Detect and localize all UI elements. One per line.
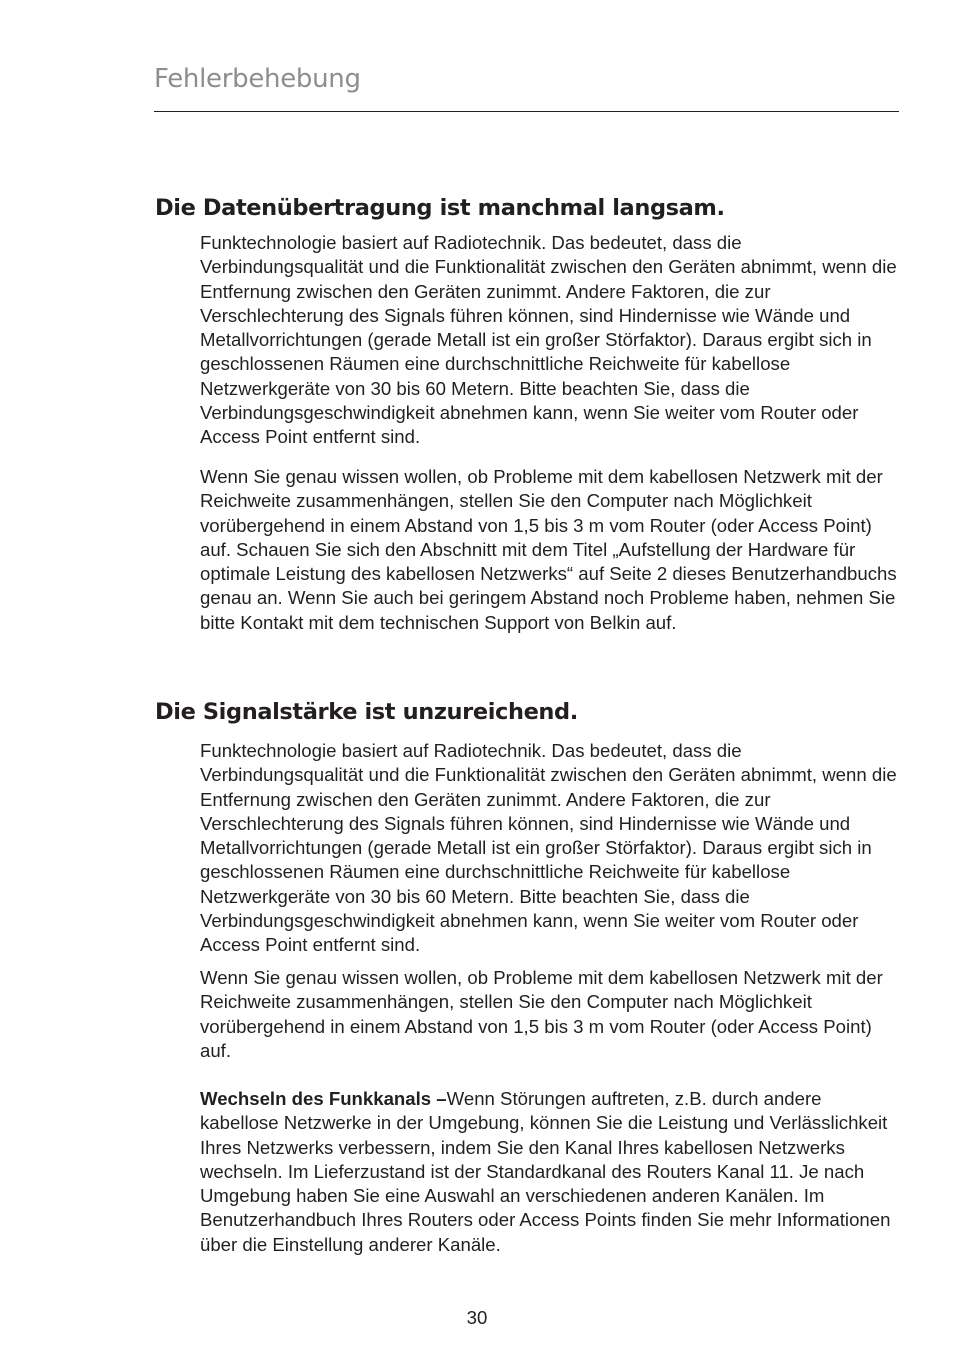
section-1-paragraph-2: Wenn Sie genau wissen wollen, ob Probleme mit dem kabellosen Netzwerk mit der Reichweite zusammenhängen, stellen Sie den Computer nach Möglichkeit vorübergehend in einem Abstand von 1,5 bis 3 m vom Router (oder Access Point) auf. Schauen Sie sich den Abschnitt mit dem Titel „Aufstellung der Hardware für optimale Leistung des kabellosen Netzwerks“ auf Seite 2 dieses Benutzerhandbuchs genau an. Wenn Sie auch bei geringem Abstand noch Probleme haben, nehmen Sie bitte Kontakt mit dem technischen Support von Belkin auf. [200, 466, 897, 633]
section-heading-slow-transfer: Die Datenübertragung ist manchmal langsam. [155, 195, 725, 221]
header-divider [154, 111, 899, 112]
section-2-tip-channel-change [200, 1087, 900, 1257]
section-2-paragraph-1: Funktechnologie basiert auf Radiotechnik. Das bedeutet, dass die Verbindungsqualität und die Funktionalität zwischen den Geräten abnimmt, wenn die Entfernung zwischen den Geräten zunimmt. Andere Faktoren, die zur Verschlechterung des Signals führen können, sind Hindernisse wie Wände und Metallvorrichtungen (gerade Metall ist ein großer Störfaktor). Daraus ergibt sich in geschlossenen Räumen eine durchschnittliche Reichweite für kabellose Netzwerkgeräte von 30 bis 60 Metern. Bitte beachten Sie, dass die Verbindungsgeschwindigkeit abnehmen kann, wenn Sie weiter vom Router oder Access Point entfernt sind. [200, 740, 897, 956]
page-header-title: Fehlerbehebung [154, 64, 361, 94]
tip-text: Wenn Störungen auftreten, z.B. durch andere kabellose Netzwerke in der Umgebung, können Sie die Leistung und Verlässlichkeit Ihres Netzwerks verbessern, indem Sie den Kanal Ihres kabellosen Netzwerks wechseln. Im Lieferzustand ist der Standardkanal des Routers Kanal 11. Je nach Umgebung haben Sie eine Auswahl an verschiedenen anderen Kanälen. Im Benutzerhandbuch Ihres Routers oder Access Points finden Sie mehr Informationen über die Einstellung anderer Kanäle. [200, 1088, 891, 1255]
tip-lead: Wechseln des Funkkanals – [200, 1088, 447, 1109]
section-heading-weak-signal: Die Signalstärke ist unzureichend. [155, 699, 578, 725]
section-2-paragraph-2: Wenn Sie genau wissen wollen, ob Probleme mit dem kabellosen Netzwerk mit der Reichweite zusammenhängen, stellen Sie den Computer nach Möglichkeit vorübergehend in einem Abstand von 1,5 bis 3 m vom Router (oder Access Point) auf. [200, 967, 883, 1061]
page-number: 30 [466, 1307, 488, 1328]
section-1-paragraph-1: Funktechnologie basiert auf Radiotechnik. Das bedeutet, dass die Verbindungsqualität und die Funktionalität zwischen den Geräten abnimmt, wenn die Entfernung zwischen den Geräten zunimmt. Andere Faktoren, die zur Verschlechterung des Signals führen können, sind Hindernisse wie Wände und Metallvorrichtungen (gerade Metall ist ein großer Störfaktor). Daraus ergibt sich in geschlossenen Räumen eine durchschnittliche Reichweite für kabellose Netzwerkgeräte von 30 bis 60 Metern. Bitte beachten Sie, dass die Verbindungsgeschwindigkeit abnehmen kann, wenn Sie weiter vom Router oder Access Point entfernt sind. [200, 232, 897, 448]
